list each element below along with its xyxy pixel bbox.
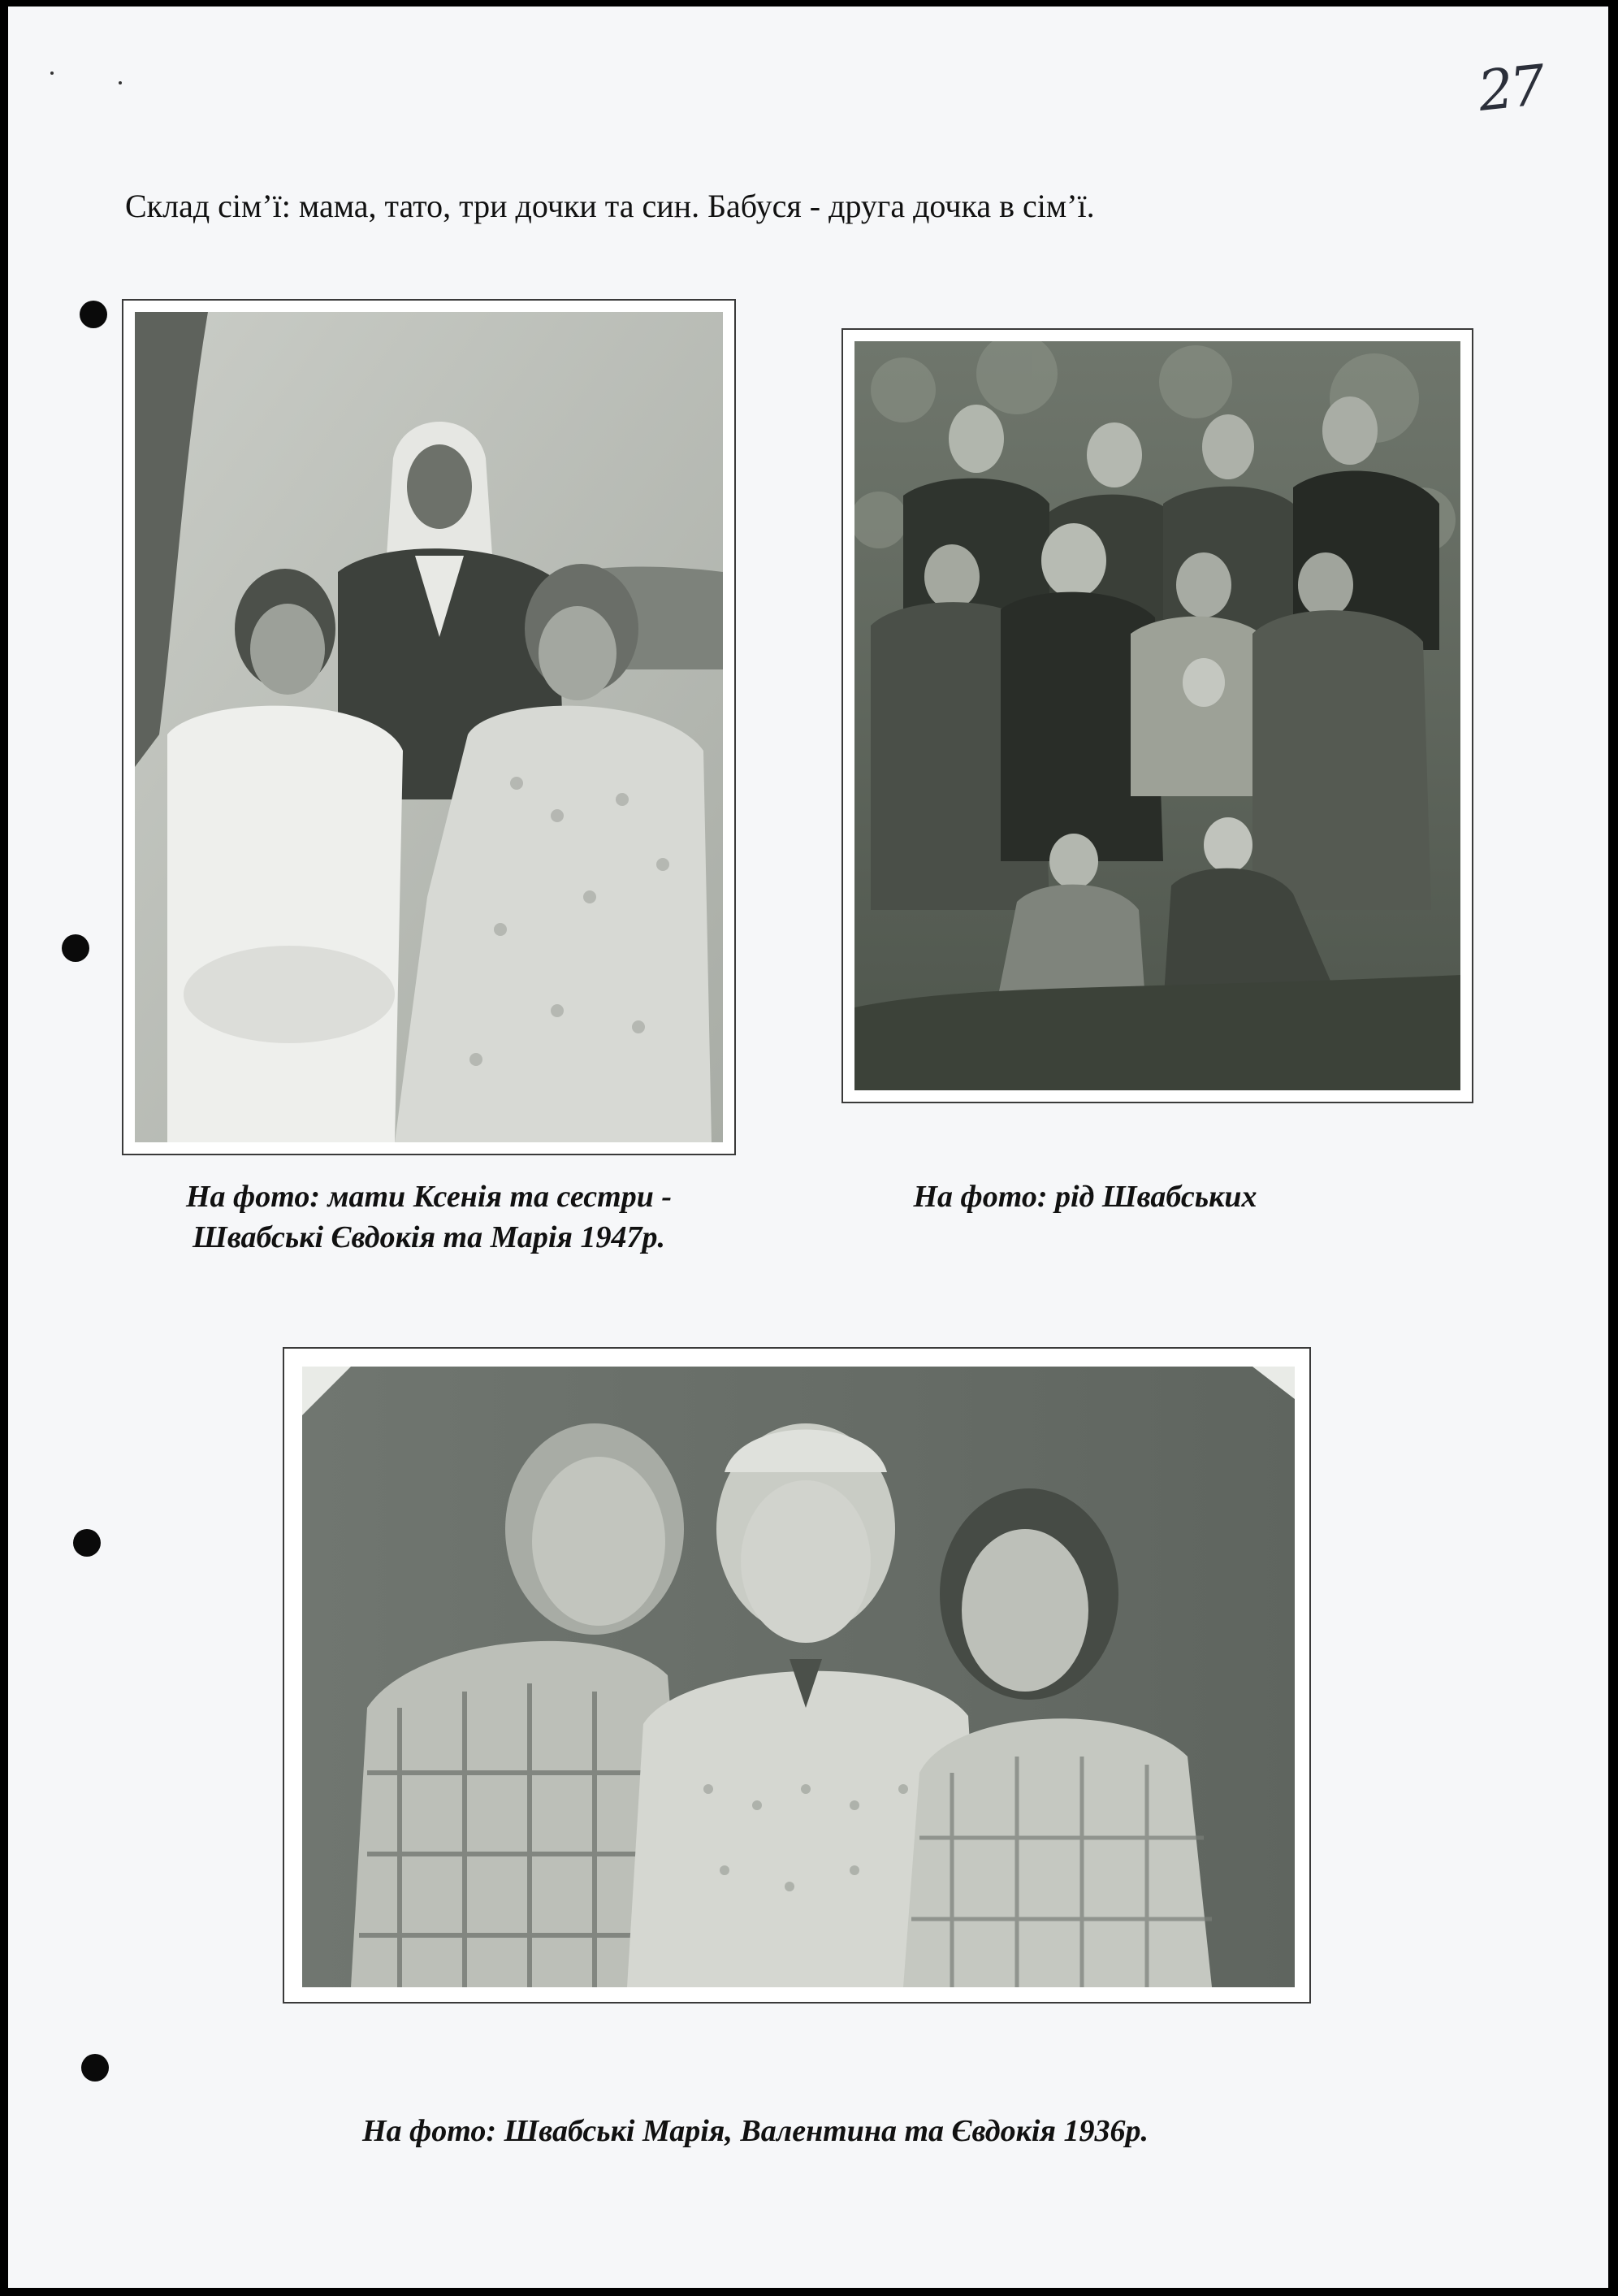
caption-three-sisters xyxy=(252,2111,1259,2151)
caption-family-clan xyxy=(841,1176,1329,1217)
scanned-page xyxy=(8,6,1608,2288)
caption-line: На фото: Швабські Марія, Валентина та Євдокія 1936р. xyxy=(362,2114,1149,2148)
punch-hole-3 xyxy=(73,1529,101,1557)
caption-line: На фото: рід Швабських xyxy=(913,1180,1257,1214)
punch-hole-2 xyxy=(62,934,89,962)
paper-speck xyxy=(50,71,54,75)
photo-family-clan xyxy=(841,328,1473,1103)
handwritten-page-number: 27 xyxy=(1475,54,1546,124)
caption-mother-and-sisters xyxy=(122,1176,736,1258)
photo-image-family-clan xyxy=(854,341,1460,1090)
photo-three-sisters xyxy=(283,1347,1311,2004)
punch-hole-1 xyxy=(80,301,107,328)
paper-speck xyxy=(119,81,122,84)
photo-mother-and-sisters xyxy=(122,299,736,1155)
caption-line: Швабські Євдокія та Марія 1947р. xyxy=(193,1220,665,1254)
photo-image-three-sisters xyxy=(302,1367,1295,1987)
caption-line: На фото: мати Ксенія та сестри - xyxy=(186,1180,672,1214)
photo-image-mother-and-sisters xyxy=(135,312,723,1142)
family-composition-text: Склад сім’ї: мама, тато, три дочки та син. Бабуся - друга дочка в сім’ї. xyxy=(125,188,1095,224)
punch-hole-4 xyxy=(81,2054,109,2082)
